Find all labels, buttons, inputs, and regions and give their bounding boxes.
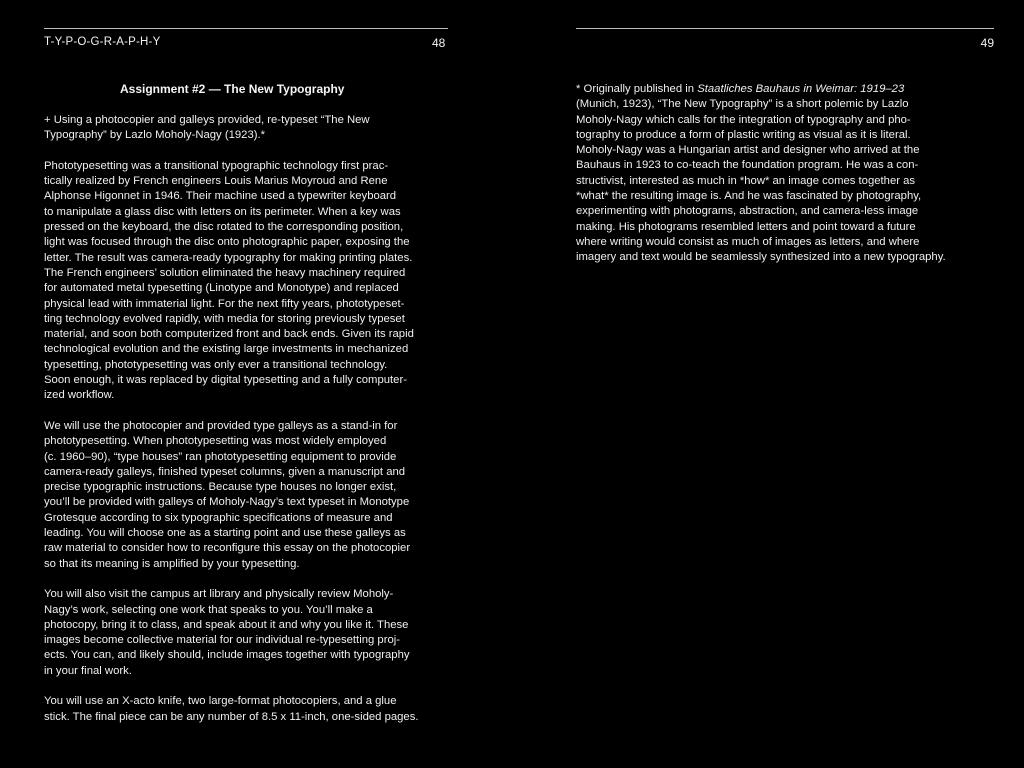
text-line: tography to produce a form of plastic writing as visual as it is literal. [576, 128, 911, 141]
page-number-left: 48 [432, 36, 446, 50]
paragraph-materials [44, 694, 454, 725]
text-line: (Munich, 1923), “The New Typography” is a short polemic by Lazlo [576, 98, 909, 111]
text-line: ized workflow. [44, 389, 115, 402]
paragraph-library-visit [44, 587, 454, 679]
text-line: precise typographic instructions. Because type houses no longer exist, [44, 481, 397, 494]
text-line: photocopy, bring it to class, and speak about it and why you like it. These [44, 618, 409, 631]
text-line: Grotesque according to six typographic specifications of measure and [44, 511, 393, 524]
header-rule-left [44, 28, 448, 29]
text-line: tically realized by French engineers Louis Marius Moyroud and Rene [44, 175, 388, 188]
text-line: experimenting with photograms, abstraction, and camera-less image [576, 205, 919, 218]
text-line: + Using a photocopier and galleys provided, re-typeset “The New [44, 114, 370, 126]
text-line: physical lead with immaterial light. For the next fifty years, phototypeset- [44, 297, 405, 310]
text-line: Nagy’s work, selecting one work that speaks to you. You’ll make a [44, 603, 373, 616]
paragraph-phototypesetting-history [44, 159, 454, 404]
text-line: imagery and text would be seamlessly synthesized into a new typography. [576, 251, 946, 264]
page-number-right: 49 [980, 36, 994, 50]
text-line: for automated metal typesetting (Linotype and Monotype) and replaced [44, 282, 399, 295]
text-line: so that its meaning is amplified by your typesetting. [44, 557, 300, 570]
text-line: Bauhaus in 1923 to co-teach the foundation program. He was a con- [576, 159, 919, 172]
text-line: Moholy-Nagy which calls for the integration of typography and pho- [576, 113, 911, 126]
intro-paragraph [44, 113, 454, 144]
text-line: *what* the resulting image is. And he was fascinated by photography, [576, 190, 922, 203]
left-body-text [44, 113, 454, 725]
text-line: You will use an X-acto knife, two large-format photocopiers, and a glue [44, 695, 397, 708]
text-line: You will also visit the campus art library and physically review Moholy- [44, 588, 394, 601]
text-line: Soon enough, it was replaced by digital typesetting and a fully computer- [44, 374, 407, 387]
text-line: images become collective material for our individual re-typesetting proj- [44, 634, 401, 647]
right-page [512, 0, 1024, 768]
text-line: ects. You can, and likely should, include images together with typography [44, 649, 410, 662]
text-line: making. His photograms resembled letters and point toward a future [576, 220, 916, 233]
text-line: raw material to consider how to reconfigure this essay on the photocopier [44, 542, 411, 555]
footnote-publication-title: Staatliches Bauhaus in Weimar: 1919–23 [697, 83, 905, 95]
text-line: to manipulate a glass disc with letters on its perimeter. When a key was [44, 205, 401, 218]
footnote-text [576, 82, 996, 266]
footnote-prefix: * Originally published in [576, 83, 698, 95]
text-line: you’ll be provided with galleys of Moholy-Nagy’s text typeset in Monotype [44, 496, 410, 509]
footnote-first-line [576, 82, 996, 97]
text-line: phototypesetting. When phototypesetting was most widely employed [44, 435, 387, 448]
assignment-title: Assignment #2 — The New Typography [120, 82, 345, 96]
running-title: T-Y-P-O-G-R-A-P-H-Y [44, 36, 161, 48]
text-line: Phototypesetting was a transitional typographic technology first prac- [44, 159, 389, 172]
header-rule-right [576, 28, 994, 29]
text-line: structivist, interested as much in *how* an image comes together as [576, 174, 916, 187]
text-line: material, and soon both computerized front and back ends. Given its rapid [44, 328, 414, 341]
text-line: pressed on the keyboard, the disc rotated to the corresponding position, [44, 221, 404, 234]
text-line: The French engineers’ solution eliminated the heavy machinery required [44, 266, 406, 279]
text-line: We will use the photocopier and provided type galleys as a stand-in for [44, 419, 398, 432]
text-line: Typography” by Lazlo Moholy-Nagy (1923).* [44, 129, 266, 142]
text-line: letter. The result was camera-ready typography for making printing plates. [44, 251, 413, 264]
text-line: (c. 1960–90), “type houses” ran phototypesetting equipment to provide [44, 450, 397, 463]
paragraph-photocopier-stand-in [44, 419, 454, 572]
text-line: leading. You will choose one as a starting point and use these galleys as [44, 527, 406, 540]
text-line: technological evolution and the existing large investments in mechanized [44, 343, 409, 356]
text-line: camera-ready galleys, finished typeset columns, given a manuscript and [44, 465, 406, 478]
text-line: ting technology evolved rapidly, with media for storing previously typeset [44, 312, 405, 325]
text-line: typesetting, phototypesetting was only ever a transitional technology. [44, 358, 388, 371]
text-line: Alphonse Higonnet in 1946. Their machine used a typewriter keyboard [44, 190, 397, 203]
text-line: Moholy-Nagy was a Hungarian artist and designer who arrived at the [576, 144, 920, 157]
text-line: stick. The final piece can be any number of 8.5 x 11-inch, one-sided pages. [44, 710, 419, 723]
text-line: in your final work. [44, 664, 132, 677]
text-line: light was focused through the disc onto photographic paper, exposing the [44, 236, 410, 249]
text-line: where writing would consist as much of images as letters, and where [576, 235, 920, 248]
